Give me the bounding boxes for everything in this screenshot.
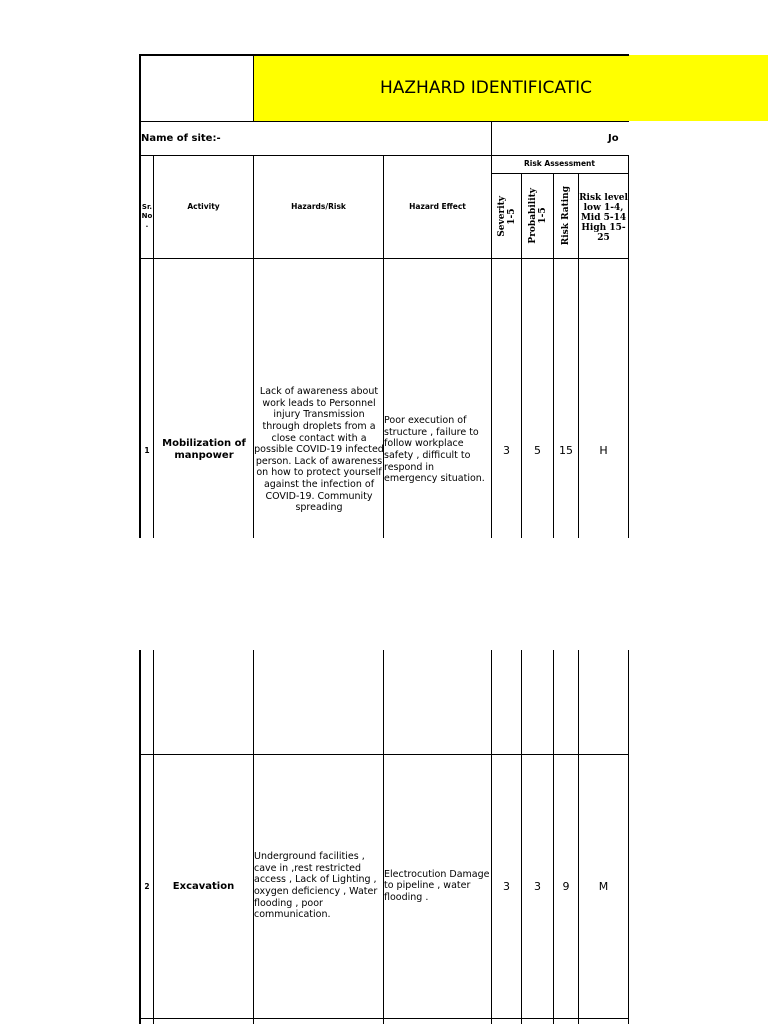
- row1-hazards: Lack of awareness about work leads to Personnel injury Transmission through droplets from a close contact with a possible COVID-19 infected person. Lack of awareness on how to protect yourself against the infection of COVID-19. Community spreading: [254, 386, 384, 514]
- row-separator-2: [139, 1018, 629, 1019]
- row2-rating: 9: [562, 879, 570, 893]
- col-probability-text: Probability 1-5: [527, 188, 548, 244]
- grid-v-sr: [153, 155, 154, 538]
- page-title: HAZHARD IDENTIFICATIC: [380, 78, 592, 98]
- page-break-gap: [130, 538, 650, 650]
- grid-v-level: [628, 155, 629, 538]
- col-severity: [492, 174, 521, 258]
- top-border: [139, 54, 629, 56]
- row1-sr: 1: [144, 445, 150, 455]
- row1-severity: 3: [503, 443, 510, 457]
- col-level: Risk level low 1-4, Mid 5-14 High 15-25: [579, 193, 628, 243]
- row2-sr: 2: [144, 881, 150, 891]
- site-label: Name of site:-: [141, 132, 221, 144]
- row2-effect: Electrocution Damage to pipeline , water flooding .: [384, 868, 490, 903]
- col-severity-text: Severity 1-5: [496, 195, 517, 237]
- col-activity: Activity: [187, 202, 220, 211]
- row2-severity: 3: [503, 879, 510, 893]
- row2-probability: 3: [534, 879, 541, 893]
- title-divider: [253, 54, 254, 121]
- row2-level: M: [598, 879, 609, 893]
- row1-level: H: [599, 443, 608, 457]
- row1-probability: 5: [534, 443, 541, 457]
- row1-effect: Poor execution of structure , failure to follow workplace safety , difficult to respond in emergency situation.: [384, 415, 485, 485]
- row1-rating: 15: [559, 443, 573, 457]
- site-divider: [491, 121, 492, 155]
- row1-activity: Mobilization of manpower: [162, 438, 246, 461]
- col-hazards: Hazards/Risk: [291, 202, 346, 211]
- grid-v-level-2: [628, 650, 629, 1024]
- col-rating-text: Risk Rating: [561, 186, 571, 246]
- col-sr-no: Sr. No .: [141, 202, 153, 229]
- col-effect: Hazard Effect: [409, 202, 466, 211]
- col-probability: [522, 174, 553, 258]
- risk-assessment-header: Risk Assessment: [524, 159, 595, 168]
- job-label: Jo: [608, 132, 619, 144]
- col-rating: [554, 174, 578, 258]
- row2-hazards: Underground facilities , cave in ,rest restricted access , Lack of Lighting , oxygen deficiency , Water flooding , poor communication.: [254, 851, 378, 921]
- row2-activity: Excavation: [172, 880, 235, 892]
